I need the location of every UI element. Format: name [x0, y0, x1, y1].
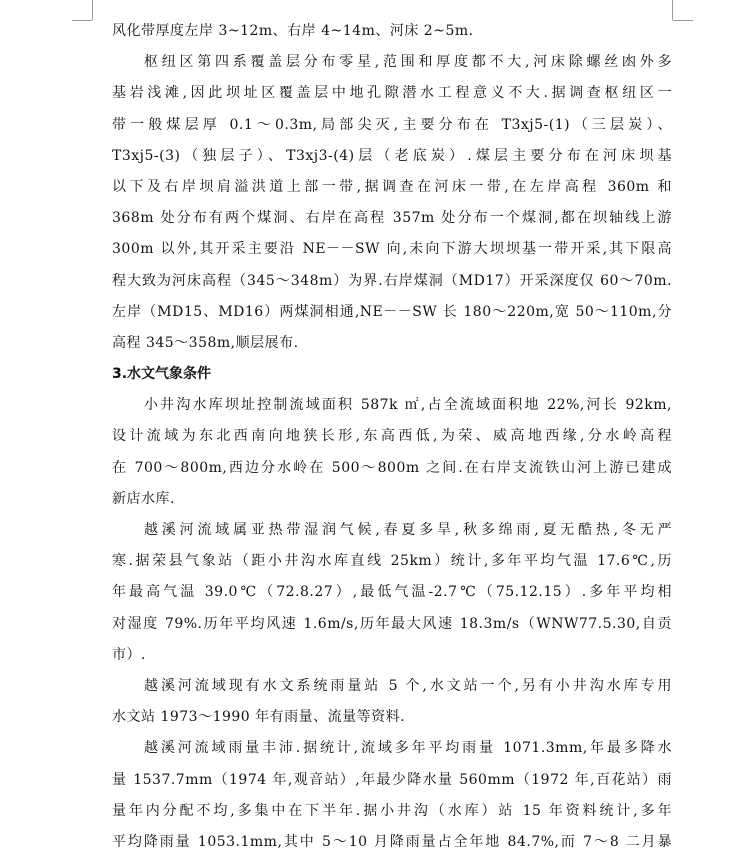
- document-body[interactable]: [112, 16, 672, 858]
- text-line: 年最高气温 39.0℃（72.8.27）,最低气温-2.7℃（75.12.15）.多年平均相: [112, 584, 672, 601]
- text-line: 对湿度 79%.历年平均风速 1.6m/s,历年最大风速 18.3m/s（WNW77.5.30,自贡: [112, 615, 672, 632]
- text-line: 量年内分配不均,多集中在下半年.据小井沟（水库）站 15 年资料统计,多年: [112, 802, 672, 819]
- text-line: 市）.: [112, 646, 146, 663]
- crop-mark-top-right-vertical: [672, 0, 673, 20]
- section-heading: 3.水文气象条件: [112, 366, 212, 383]
- text-line: 越溪河流域雨量丰沛.据统计,流域多年平均雨量 1071.3mm,年最多降水: [144, 740, 672, 757]
- text-line: 越溪河流域现有水文系统雨量站 5 个,水文站一个,另有小井沟水库专用: [144, 677, 672, 694]
- text-line: 在 700～800m,西边分水岭在 500～800m 之间.在右岸支流铁山河上游已建成: [112, 459, 672, 476]
- crop-mark-top-right-horizontal: [673, 20, 693, 21]
- text-line: 程大致为河床高程（345～348m）为界.右岸煤洞（MD17）开采深度仅 60～70m.: [112, 272, 672, 289]
- text-line: 368m 处分布有两个煤洞、右岸在高程 357m 处分布一个煤洞,都在坝轴线上游: [112, 210, 672, 227]
- crop-mark-top-left-vertical: [92, 0, 93, 20]
- crop-mark-top-left-horizontal: [72, 20, 92, 21]
- text-line: 小井沟水库坝址控制流域面积 587k ㎡,占全流域面积地 22%,河长 92km,: [144, 397, 672, 414]
- text-line: 新店水库.: [112, 490, 175, 507]
- text-line: 300m 以外,其开采主要沿 NE－－SW 向,未向下游大坝坝基一带开采,其下限高: [112, 241, 672, 258]
- text-line: 寒.据荣县气象站（距小井沟水库直线 25km）统计,多年平均气温 17.6℃,历: [112, 553, 672, 570]
- text-line: 设计流域为东北西南向地狭长形,东高西低,为荣、威高地西缘,分水岭高程: [112, 428, 672, 445]
- text-line: 基岩浅滩,因此坝址区覆盖层中地孔隙潜水工程意义不大.据调查枢纽区一: [112, 85, 672, 102]
- text-line: T3xj5-(3)（独层子）、T3xj3-(4)层（老底炭）.煤层主要分布在河床坝基: [112, 147, 672, 164]
- text-line: 量 1537.7mm（1974 年,观音站）,年最少降水量 560mm（1972 年,百花站）雨: [112, 771, 672, 788]
- text-line: 带一般煤层厚 0.1～0.3m,局部尖灭,主要分布在 T3xj5-(1)（三层炭）、: [112, 116, 672, 133]
- text-line: 水文站 1973～1990 年有雨量、流量等资料.: [112, 709, 406, 726]
- text-line: 以下及右岸坝肩溢洪道上部一带,据调查在河床一带,在左岸高程 360m 和: [112, 178, 672, 195]
- text-line: 左岸（MD15、MD16）两煤洞相通,NE－－SW 长 180～220m,宽 50～110m,分: [112, 303, 672, 320]
- text-line: 越溪河流域属亚热带湿润气候,春夏多旱,秋多绵雨,夏无酷热,冬无严: [144, 522, 672, 538]
- text-line: 风化带厚度左岸 3~12m、右岸 4~14m、河床 2~5m.: [112, 23, 474, 39]
- text-line: 平均降雨量 1053.1mm,其中 5～10 月降雨量占全年地 84.7%,而 7～8 二月暴: [112, 833, 672, 850]
- text-line: 高程 345～358m,顺层展布.: [112, 334, 299, 351]
- text-line: 枢纽区第四系覆盖层分布零星,范围和厚度都不大,河床除螺丝凼外多: [144, 54, 672, 71]
